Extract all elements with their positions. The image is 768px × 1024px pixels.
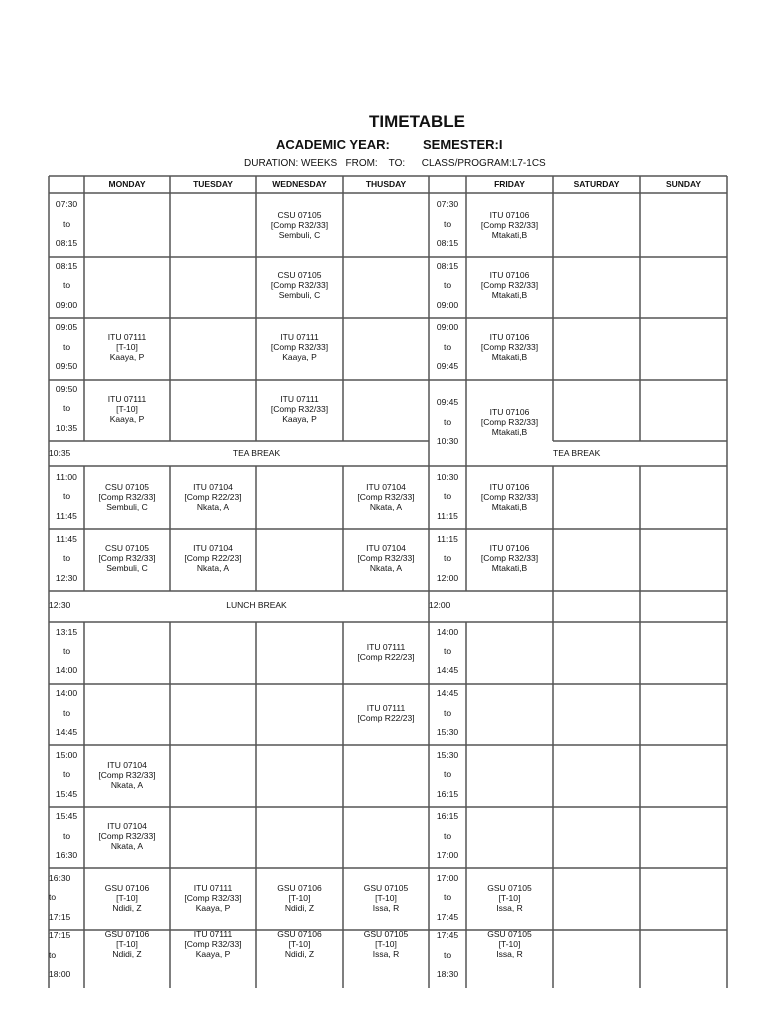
time-to: to xyxy=(62,219,71,229)
time-to: to xyxy=(443,417,452,427)
course-code: ITU 07104 xyxy=(366,543,406,553)
course-code: GSU 07105 xyxy=(363,883,409,893)
course-lecturer: Mtakati,B xyxy=(491,427,528,437)
session-cell xyxy=(343,703,429,723)
session-cell xyxy=(466,407,553,437)
time-to: to xyxy=(62,646,71,656)
session-cell xyxy=(256,332,343,362)
course-code: ITU 07104 xyxy=(107,821,147,831)
session-cell xyxy=(256,394,343,424)
col-header-wednesday: WEDNESDAY xyxy=(272,179,327,189)
course-room: [Comp R32/33] xyxy=(480,280,539,290)
course-room: [Comp R32/33] xyxy=(98,553,156,563)
course-lecturer: Ndidi, Z xyxy=(112,903,142,913)
course-room: [Comp R32/33] xyxy=(270,404,329,414)
course-lecturer: Ndidi, Z xyxy=(284,949,315,959)
col-header-monday: MONDAY xyxy=(108,179,146,189)
course-room: [Comp R32/33] xyxy=(480,220,539,230)
course-lecturer: Nkata, A xyxy=(196,502,230,512)
time-to: to xyxy=(49,892,57,902)
course-lecturer: Kaaya, P xyxy=(109,352,145,362)
col-header-thusday: THUSDAY xyxy=(365,179,407,189)
time-end: 11:15 xyxy=(437,511,458,521)
course-room: [Comp R32/33] xyxy=(98,492,156,502)
course-code: ITU 07104 xyxy=(366,482,406,492)
course-lecturer: Kaaya, P xyxy=(109,414,145,424)
time-start: 11:45 xyxy=(56,534,77,544)
time-end: 17:45 xyxy=(436,912,459,922)
course-lecturer: Nkata, A xyxy=(110,841,144,851)
course-lecturer: Kaaya, P xyxy=(195,903,231,913)
course-room: [Comp R32/33] xyxy=(357,553,415,563)
time-to: to xyxy=(62,342,71,352)
course-lecturer: Mtakati,B xyxy=(491,230,528,240)
time-start: 10:30 xyxy=(436,472,459,482)
course-code: ITU 07106 xyxy=(489,210,530,220)
session-cell xyxy=(170,482,256,512)
col-header-saturday: SATURDAY xyxy=(573,179,620,189)
course-room: [T-10] xyxy=(375,939,397,949)
course-room: [T-10] xyxy=(288,893,311,903)
session-cell xyxy=(84,929,170,959)
session-cell xyxy=(256,210,343,240)
time-start: 08:15 xyxy=(55,261,78,271)
course-code: CSU 07105 xyxy=(277,270,322,280)
time-to: to xyxy=(443,708,452,718)
course-code: ITU 07106 xyxy=(489,543,530,553)
time-to: to xyxy=(443,831,452,841)
time-to: to xyxy=(443,219,452,229)
academic-year-label: ACADEMIC YEAR: xyxy=(276,137,390,152)
course-code: ITU 07106 xyxy=(489,482,530,492)
course-lecturer: Ndidi, Z xyxy=(284,903,315,913)
course-code: GSU 07106 xyxy=(104,883,150,893)
course-code: ITU 07106 xyxy=(489,332,530,342)
time-start: 16:15 xyxy=(436,811,459,821)
session-cell xyxy=(466,332,553,362)
time-end: 09:45 xyxy=(436,361,459,371)
time-to: to xyxy=(443,553,452,563)
session-cell xyxy=(84,394,170,424)
time-to: to xyxy=(443,342,452,352)
time-start: 07:30 xyxy=(436,199,459,209)
course-code: ITU 07111 xyxy=(280,332,319,342)
time-start: 17:00 xyxy=(436,873,459,883)
course-code: ITU 07111 xyxy=(193,929,233,939)
course-code: GSU 07105 xyxy=(487,883,532,893)
col-header-friday: FRIDAY xyxy=(494,179,525,189)
course-room: [Comp R32/33] xyxy=(98,831,156,841)
time-end: 16:30 xyxy=(55,850,78,860)
time-end: 14:45 xyxy=(436,665,459,675)
semester-label: SEMESTER:I xyxy=(423,137,503,152)
time-start: 15:45 xyxy=(55,811,78,821)
course-code: ITU 07104 xyxy=(193,543,233,553)
time-start: 15:30 xyxy=(436,750,459,760)
duration-line: DURATION: WEEKS FROM: TO: CLASS/PROGRAM:L7-1CS xyxy=(244,158,546,169)
time-to: to xyxy=(443,280,452,290)
time-end: 16:15 xyxy=(436,789,459,799)
session-cell xyxy=(466,482,553,512)
session-cell xyxy=(343,883,429,913)
course-lecturer: Mtakati,B xyxy=(491,290,528,300)
time-end: 17:00 xyxy=(436,850,459,860)
course-lecturer: Sembuli, C xyxy=(278,290,321,300)
time-end: 09:00 xyxy=(436,300,459,310)
time-start: 15:00 xyxy=(55,750,78,760)
course-lecturer: Issa, R xyxy=(372,949,400,959)
lunch-break-label: LUNCH BREAK xyxy=(226,600,287,610)
course-lecturer: Mtakati,B xyxy=(491,352,528,362)
time-to: to xyxy=(49,950,57,960)
time-to: to xyxy=(443,950,452,960)
session-cell xyxy=(84,760,170,790)
course-room: [Comp R32/33] xyxy=(480,553,539,563)
time-end: 10:35 xyxy=(55,423,78,433)
time-start: 11:15 xyxy=(437,534,458,544)
time-to: to xyxy=(62,769,71,779)
time-end: 14:00 xyxy=(55,665,78,675)
session-cell xyxy=(466,210,553,240)
course-room: [T-10] xyxy=(498,939,521,949)
time-start: 14:45 xyxy=(436,688,459,698)
course-room: [Comp R22/23] xyxy=(184,553,242,563)
course-code: CSU 07105 xyxy=(105,482,149,492)
session-cell xyxy=(84,821,170,851)
course-code: GSU 07105 xyxy=(363,929,409,939)
course-lecturer: Mtakati,B xyxy=(491,502,528,512)
time-start: 11:00 xyxy=(56,472,77,482)
course-code: CSU 07105 xyxy=(277,210,322,220)
course-lecturer: Mtakati,B xyxy=(491,563,528,573)
session-cell xyxy=(466,543,553,573)
session-cell xyxy=(466,929,553,959)
time-to: to xyxy=(443,646,452,656)
time-to: to xyxy=(443,491,452,501)
time-end: 10:30 xyxy=(436,436,459,446)
tea-break-label-right: TEA BREAK xyxy=(553,448,601,458)
session-cell xyxy=(343,642,429,662)
course-room: [Comp R32/33] xyxy=(270,342,329,352)
course-code: ITU 07111 xyxy=(366,703,406,713)
course-lecturer: Kaaya, P xyxy=(282,352,317,362)
course-code: ITU 07111 xyxy=(107,394,147,404)
session-cell xyxy=(343,929,429,959)
col-header-sunday: SUNDAY xyxy=(665,179,702,189)
time-to: to xyxy=(62,553,71,563)
course-room: [Comp R32/33] xyxy=(480,492,539,502)
time-start: 09:00 xyxy=(436,322,459,332)
session-cell xyxy=(343,482,429,512)
course-code: GSU 07106 xyxy=(277,929,322,939)
session-cell xyxy=(170,883,256,913)
tea-break-time: 10:35 xyxy=(49,448,71,458)
tea-break-label: TEA BREAK xyxy=(232,448,281,458)
course-lecturer: Nkata, A xyxy=(369,563,403,573)
time-start: 09:50 xyxy=(55,384,78,394)
course-lecturer: Issa, R xyxy=(496,949,523,959)
time-end: 11:45 xyxy=(56,511,77,521)
course-code: CSU 07105 xyxy=(105,543,149,553)
course-code: ITU 07111 xyxy=(193,883,233,893)
course-room: [Comp R32/33] xyxy=(357,492,415,502)
time-end: 09:50 xyxy=(55,361,78,371)
time-end: 09:00 xyxy=(55,300,78,310)
course-room: [Comp R32/33] xyxy=(480,342,539,352)
course-lecturer: Sembuli, C xyxy=(106,502,148,512)
time-end: 08:15 xyxy=(55,238,78,248)
course-lecturer: Sembuli, C xyxy=(106,563,148,573)
course-room: [Comp R32/33] xyxy=(480,417,539,427)
course-code: ITU 07106 xyxy=(489,270,530,280)
time-end: 18:30 xyxy=(436,969,459,979)
course-lecturer: Sembuli, C xyxy=(278,230,321,240)
time-start: 17:45 xyxy=(436,930,459,940)
course-lecturer: Nkata, A xyxy=(369,502,403,512)
course-lecturer: Kaaya, P xyxy=(195,949,231,959)
time-end: 15:30 xyxy=(436,727,459,737)
course-lecturer: Issa, R xyxy=(496,903,523,913)
time-start: 14:00 xyxy=(55,688,78,698)
course-room: [T-10] xyxy=(116,939,138,949)
session-cell xyxy=(170,929,256,959)
course-code: ITU 07111 xyxy=(280,394,319,404)
time-end: 17:15 xyxy=(49,912,71,922)
time-to: to xyxy=(62,831,71,841)
session-cell xyxy=(84,482,170,512)
time-to: to xyxy=(62,280,71,290)
time-end: 14:45 xyxy=(55,727,78,737)
course-room: [Comp R32/33] xyxy=(270,220,329,230)
time-start: 09:05 xyxy=(55,322,78,332)
col-header-tuesday: TUESDAY xyxy=(193,179,233,189)
course-room: [Comp R22/23] xyxy=(357,652,415,662)
time-start: 09:45 xyxy=(436,397,459,407)
time-start: 14:00 xyxy=(436,627,459,637)
course-lecturer: Nkata, A xyxy=(196,563,230,573)
course-room: [Comp R32/33] xyxy=(184,893,242,903)
time-end: 12:30 xyxy=(55,573,78,583)
session-cell xyxy=(84,332,170,362)
session-cell xyxy=(256,883,343,913)
course-code: GSU 07106 xyxy=(104,929,150,939)
time-to: to xyxy=(62,403,71,413)
course-room: [Comp R32/33] xyxy=(184,939,242,949)
course-room: [Comp R32/33] xyxy=(270,280,329,290)
course-room: [T-10] xyxy=(375,893,397,903)
session-cell xyxy=(256,270,343,300)
lunch-break-time-right: 12:00 xyxy=(429,600,451,610)
course-code: GSU 07106 xyxy=(277,883,322,893)
course-lecturer: Nkata, A xyxy=(110,780,144,790)
time-start: 17:15 xyxy=(49,930,71,940)
time-to: to xyxy=(443,769,452,779)
course-code: ITU 07111 xyxy=(366,642,406,652)
course-code: ITU 07111 xyxy=(107,332,147,342)
course-room: [Comp R22/23] xyxy=(184,492,242,502)
course-code: ITU 07104 xyxy=(193,482,233,492)
page-title: TIMETABLE xyxy=(368,112,465,131)
time-end: 08:15 xyxy=(436,238,459,248)
session-cell xyxy=(170,543,256,573)
course-code: ITU 07106 xyxy=(489,407,530,417)
course-room: [T-10] xyxy=(116,404,138,414)
course-lecturer: Issa, R xyxy=(372,903,400,913)
time-end: 18:00 xyxy=(49,969,71,979)
time-to: to xyxy=(62,708,71,718)
course-lecturer: Kaaya, P xyxy=(282,414,317,424)
session-cell xyxy=(466,883,553,913)
time-to: to xyxy=(443,892,452,902)
course-room: [Comp R22/23] xyxy=(357,713,415,723)
session-cell xyxy=(256,929,343,959)
time-start: 13:15 xyxy=(55,627,78,637)
time-start: 07:30 xyxy=(55,199,78,209)
course-room: [T-10] xyxy=(116,893,138,903)
course-lecturer: Ndidi, Z xyxy=(112,949,142,959)
course-room: [T-10] xyxy=(498,893,521,903)
time-start: 16:30 xyxy=(49,873,71,883)
session-cell xyxy=(343,543,429,573)
course-room: [T-10] xyxy=(288,939,311,949)
course-room: [T-10] xyxy=(116,342,138,352)
session-cell xyxy=(84,883,170,913)
course-room: [Comp R32/33] xyxy=(98,770,156,780)
time-to: to xyxy=(62,491,71,501)
time-start: 08:15 xyxy=(436,261,459,271)
session-cell xyxy=(466,270,553,300)
time-end: 15:45 xyxy=(55,789,78,799)
lunch-break-time: 12:30 xyxy=(49,600,71,610)
time-end: 12:00 xyxy=(436,573,459,583)
session-cell xyxy=(84,543,170,573)
course-code: GSU 07105 xyxy=(487,929,532,939)
course-code: ITU 07104 xyxy=(107,760,147,770)
